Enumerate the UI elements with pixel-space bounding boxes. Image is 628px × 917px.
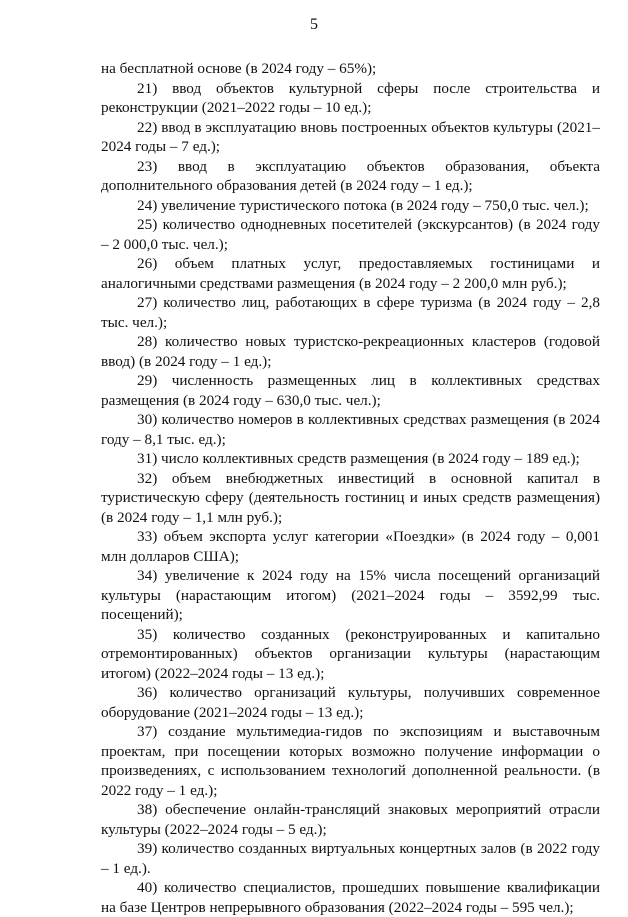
document-body [101, 59, 600, 917]
list-item-39: 39) количество созданных виртуальных концертных залов (в 2022 году – 1 ед.). [101, 840, 600, 877]
list-item-32: 32) объем внебюджетных инвестиций в основной капитал в туристическую сферу (деятельность гостиниц и иных средств размещения) (в 2024 году – 1,1 млн руб.); [101, 469, 600, 526]
list-item-26: 26) объем платных услуг, предоставляемых гостиницами и аналогичными средствами размещения (в 2024 году – 2 200,0 млн руб.); [101, 255, 600, 292]
list-item-27: 27) количество лиц, работающих в сфере туризма (в 2024 году – 2,8 тыс. чел.); [101, 294, 600, 331]
list-item-37: 37) создание мультимедиа-гидов по экспозициям и выставочным проектам, при посещении которых возможно получение информации о произведениях, с использованием технологий дополненной реальности. (в 2022 году – 1 ед.); [101, 723, 600, 799]
list-item-24: 24) увеличение туристического потока (в 2024 году – 750,0 тыс. чел.); [137, 196, 589, 214]
list-item-25: 25) количество однодневных посетителей (экскурсантов) (в 2024 году – 2 000,0 тыс. чел.); [101, 216, 600, 253]
list-item-34: 34) увеличение к 2024 году на 15% числа посещений организаций культуры (нарастающим итогом) (2021–2024 годы – 3592,99 тыс. посещений); [101, 567, 600, 623]
list-item-38: 38) обеспечение онлайн-трансляций знаковых мероприятий отрасли культуры (2022–2024 годы – 5 ед.); [101, 801, 600, 838]
list-item-28: 28) количество новых туристско-рекреационных кластеров (годовой ввод) (в 2024 году – 1 ед.); [101, 333, 600, 370]
list-item-21: 21) ввод объектов культурной сферы после строительства и реконструкции (2021–2022 годы – 10 ед.); [101, 79, 600, 116]
list-item-36: 36) количество организаций культуры, получивших современное оборудование (2021–2024 годы – 13 ед.); [101, 684, 600, 721]
list-item-40: 40) количество специалистов, прошедших повышение квалификации на базе Центров непрерывного образования (2022–2024 годы – 595 чел.); [101, 879, 600, 916]
list-item-35: 35) количество созданных (реконструированных и капитально отремонтированных) объектов организации культуры (нарастающим итогом) (2022–2024 годы – 13 ед.); [101, 625, 600, 682]
list-item-22: 22) ввод в эксплуатацию вновь построенных объектов культуры (2021–2024 годы – 7 ед.); [101, 118, 600, 155]
list-item-23: 23) ввод в эксплуатацию объектов образования, объекта дополнительного образования детей (в 2024 году – 1 ед.); [101, 157, 600, 194]
list-item-31: 31) число коллективных средств размещения (в 2024 году – 189 ед.); [137, 450, 580, 467]
paragraph-20-continuation: на бесплатной основе (в 2024 году – 65%); [101, 60, 377, 77]
list-item-33: 33) объем экспорта услуг категории «Поездки» (в 2024 году – 0,001 млн долларов США); [101, 528, 600, 565]
list-item-29: 29) численность размещенных лиц в коллективных средствах размещения (в 2024 году – 630,0 тыс. чел.); [101, 372, 600, 409]
list-item-30: 30) количество номеров в коллективных средствах размещения (в 2024 году – 8,1 тыс. ед.); [101, 411, 600, 448]
page-number: 5 [310, 16, 318, 33]
